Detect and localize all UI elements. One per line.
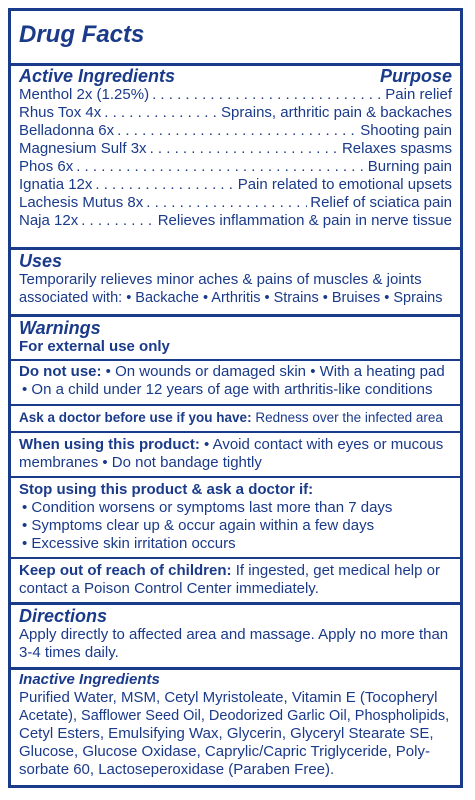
ingredient-purpose: Sprains, arthritic pain & backaches — [221, 104, 452, 121]
stop-using-label: Stop using this product & ask a doctor if: — [19, 481, 314, 498]
ingredient-name: Ignatia 12x — [19, 176, 93, 193]
inactive-ingredients-text: Purified Water, MSM, Cetyl Myristoleate, Vitamin E (Tocopheryl — [19, 689, 438, 706]
divider — [11, 314, 460, 317]
drug-facts-panel — [8, 8, 463, 788]
when-using-label: When using this product: — [19, 436, 200, 453]
inactive-ingredients-text: Acetate), Safflower Seed Oil, Deodorized Garlic Oil, Phospholipids, — [19, 708, 450, 724]
ingredient-row — [19, 122, 452, 140]
active-ingredients-heading: Active Ingredients — [19, 66, 176, 86]
divider — [11, 667, 460, 670]
uses-text: associated with: • Backache • Arthritis • Strains • Bruises • Sprains — [19, 290, 443, 306]
ingredient-purpose: Shooting pain — [360, 122, 452, 139]
purpose-heading: Purpose — [379, 66, 452, 86]
ingredient-name: Lachesis Mutus 8x — [19, 194, 144, 211]
uses-text: Temporarily relieves minor aches & pains of muscles & joints — [19, 271, 422, 288]
directions-text: 3-4 times daily. — [19, 644, 119, 661]
ask-doctor-label: Ask a doctor before use if you have: — [19, 410, 252, 425]
directions-heading: Directions — [19, 606, 108, 626]
ingredient-name: Menthol 2x (1.25%) — [19, 86, 150, 103]
stop-using-item: • Symptoms clear up & occur again within a few days — [22, 517, 375, 534]
ingredient-name: Belladonna 6x — [19, 122, 115, 139]
when-using-section — [11, 436, 460, 472]
page-title: Drug Facts — [19, 21, 145, 48]
divider — [11, 359, 460, 361]
ingredient-name: Naja 12x — [19, 212, 79, 229]
ask-doctor-text: Redness over the infected area — [251, 410, 443, 425]
inactive-ingredients-text: Cetyl Esters, Emulsifying Wax, Glycerin, Glyceryl Stearate SE, — [19, 725, 434, 742]
inactive-ingredients-text: Glucose, Glucose Oxidase, Caprylic/Capric Triglyceride, Poly- — [19, 743, 430, 760]
ingredient-row — [19, 140, 452, 158]
do-not-use-text: • On a child under 12 years of age with arthritis-like conditions — [22, 381, 433, 398]
ingredient-purpose: Burning pain — [367, 158, 452, 175]
active-ingredients-section — [11, 66, 460, 230]
ingredient-name: Rhus Tox 4x — [19, 104, 102, 121]
ingredient-row — [19, 212, 452, 230]
stop-using-item: • Excessive skin irritation occurs — [22, 535, 236, 552]
do-not-use-label: Do not use: — [19, 363, 102, 380]
ingredient-row — [19, 176, 452, 194]
when-using-text: membranes • Do not bandage tightly — [19, 454, 262, 471]
uses-section — [11, 251, 460, 307]
divider — [11, 602, 460, 605]
ingredient-name: Phos 6x — [19, 158, 74, 175]
ingredient-name: Magnesium Sulf 3x — [19, 140, 147, 157]
inactive-ingredients-section — [11, 671, 460, 779]
ingredient-purpose: Relief of sciatica pain — [310, 194, 452, 211]
divider — [11, 476, 460, 478]
warnings-section — [11, 318, 460, 356]
divider — [11, 431, 460, 433]
keep-out-label: Keep out of reach of children: — [19, 562, 232, 579]
ingredient-row — [19, 104, 452, 122]
directions-section — [11, 606, 460, 662]
ingredient-purpose: Pain relief — [385, 86, 452, 103]
directions-text: Apply directly to affected area and massage. Apply no more than — [19, 626, 449, 643]
when-using-text: • Avoid contact with eyes or mucous — [199, 436, 444, 453]
ingredient-row — [19, 86, 452, 104]
inactive-ingredients-text: sorbate 60, Lactoseperoxidase (Paraben Free). — [19, 761, 335, 778]
keep-out-section — [11, 562, 460, 598]
title-section — [11, 21, 460, 49]
divider — [11, 557, 460, 559]
divider — [11, 404, 460, 406]
stop-using-item: • Condition worsens or symptoms last more than 7 days — [22, 499, 393, 516]
do-not-use-section — [11, 363, 460, 399]
uses-heading: Uses — [19, 251, 63, 271]
ask-doctor-section — [11, 409, 460, 427]
ingredient-purpose: Relaxes spasms — [341, 140, 452, 157]
keep-out-text: contact a Poison Control Center immediately. — [19, 580, 319, 597]
ingredient-purpose: Pain related to emotional upsets — [237, 176, 452, 193]
external-use-note: For external use only — [19, 338, 170, 355]
warnings-heading: Warnings — [19, 318, 101, 338]
ingredient-purpose: Relieves inflammation & pain in nerve tissue — [157, 212, 452, 229]
ingredient-row — [19, 194, 452, 212]
inactive-ingredients-heading: Inactive Ingredients — [19, 671, 160, 688]
ingredient-row — [19, 158, 452, 176]
stop-using-section — [11, 481, 460, 553]
divider — [11, 247, 460, 250]
keep-out-text: If ingested, get medical help or — [231, 562, 440, 579]
ingredient-list — [19, 86, 452, 230]
do-not-use-text: • On wounds or damaged skin • With a heating pad — [101, 363, 445, 380]
